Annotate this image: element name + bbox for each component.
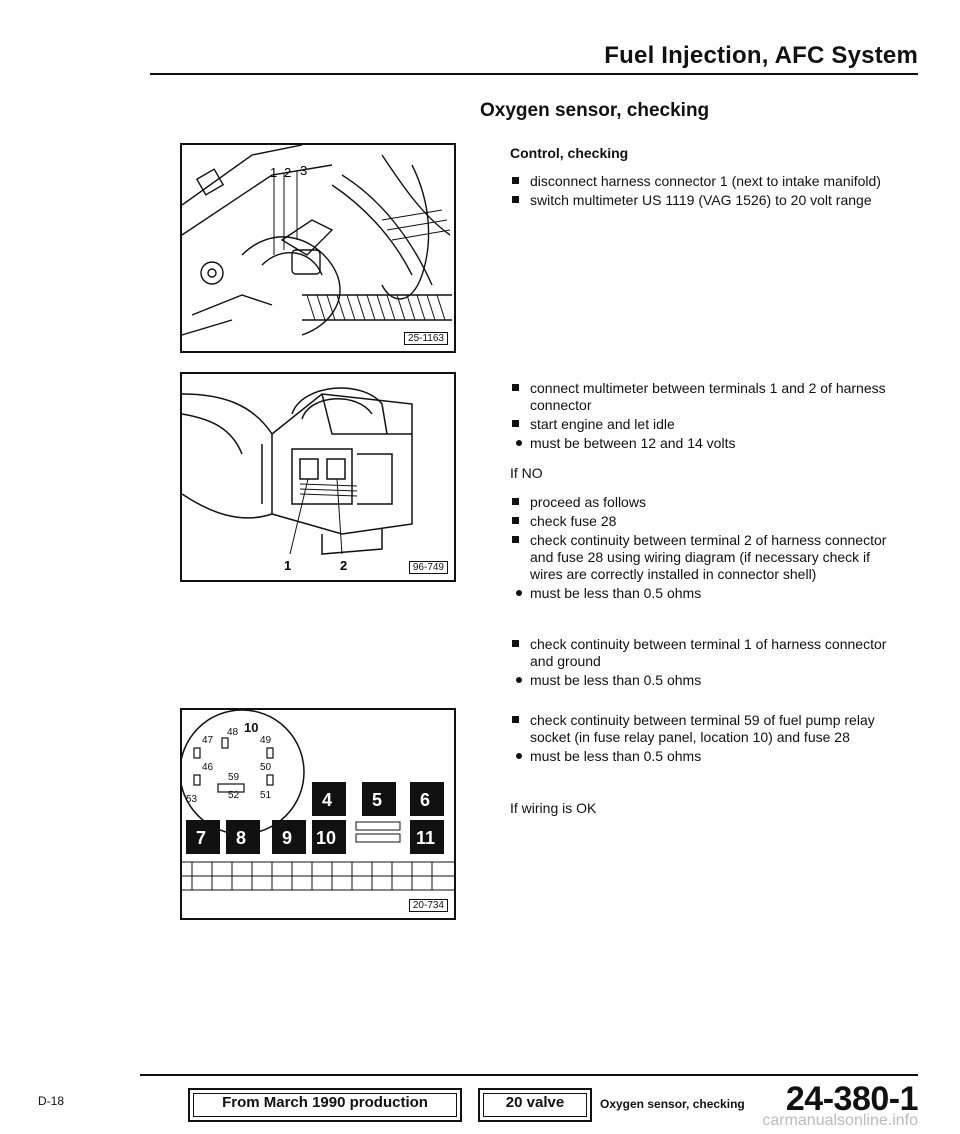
relay-location-10: 10 [316,828,337,848]
intake-manifold-illustration [182,145,454,351]
connector-callout-1: 1 [284,558,292,573]
page-reference: D-18 [38,1094,65,1108]
terminal-52: 52 [228,790,240,801]
result-ohms-2: must be less than 0.5 ohms [510,672,890,689]
page-number: 24-380-1 [785,1080,918,1118]
step-proceed: proceed as follows [510,494,890,511]
measure-block [510,380,890,452]
terminal-10: 10 [244,720,259,735]
figure-3-label: 20-734 [409,899,448,912]
result-ohms-1: must be less than 0.5 ohms [510,585,890,602]
terminal-47: 47 [202,735,214,746]
connector-callout-2: 2 [340,558,348,573]
valve-box [478,1088,592,1122]
terminal-46: 46 [202,762,214,773]
if-ok-label: If wiring is OK [510,800,597,816]
page-header-title: Fuel Injection, AFC System [604,42,918,69]
figure-intake-manifold [180,143,456,353]
header-divider [150,73,918,75]
relay-block [510,712,890,765]
step-disconnect-connector: disconnect harness connector 1 (next to intake manifold) [510,173,890,190]
callout-1: 1 [270,165,278,180]
step-switch-multimeter: switch multimeter US 1119 (VAG 1526) to 20 volt range [510,192,890,209]
footer-divider [140,1074,918,1076]
valve-label: 20 valve [505,1094,565,1111]
step-check-continuity-terminal-2: check continuity between terminal 2 of harness connector and fuse 28 using wiring diagram (if necessary check if wires are correctly installed in connector shell) [510,532,890,583]
relay-location-11: 11 [416,828,436,848]
figure-1-label: 25-1163 [404,332,448,345]
step-check-fuse: check fuse 28 [510,513,890,530]
production-label: From March 1990 production [222,1094,428,1111]
result-ohms-3: must be less than 0.5 ohms [510,748,890,765]
if-no-label [510,465,890,482]
step-connect-multimeter: connect multimeter between terminals 1 and 2 of harness connector [510,380,890,414]
figure-harness-connector [180,372,456,582]
figure-2-label: 96-749 [409,561,448,574]
terminal-49: 49 [260,735,272,746]
harness-connector-illustration [182,374,454,580]
production-box [188,1088,462,1122]
figure-relay-panel [180,708,456,920]
step-start-engine: start engine and let idle [510,416,890,433]
relay-location-4: 4 [322,790,333,810]
if-no-text: If NO [510,465,543,481]
if-no-block [510,494,890,602]
relay-location-8: 8 [236,828,247,848]
control-heading: Control, checking [510,145,629,161]
relay-location-6: 6 [420,790,431,810]
section-title: Oxygen sensor, checking [480,100,710,121]
terminal-48: 48 [227,727,239,738]
footer-subject: Oxygen sensor, checking [600,1097,745,1111]
relay-panel-illustration [182,710,454,918]
relay-location-9: 9 [282,828,293,848]
ground-block [510,636,890,689]
step-check-continuity-terminal-59: check continuity between terminal 59 of fuel pump relay socket (in fuse relay panel, location 10) and fuse 28 [510,712,890,746]
terminal-53: 53 [186,794,198,805]
control-block [510,145,890,211]
step-check-continuity-terminal-1: check continuity between terminal 1 of harness connector and ground [510,636,890,670]
relay-location-5: 5 [372,790,383,810]
relay-location-7: 7 [196,828,207,848]
result-voltage: must be between 12 and 14 volts [510,435,890,452]
watermark: carmanualsonline.info [762,1112,918,1129]
callout-3: 3 [300,163,308,178]
terminal-59: 59 [228,772,240,783]
callout-2: 2 [284,165,292,180]
terminal-51: 51 [260,790,272,801]
terminal-50: 50 [260,762,272,773]
